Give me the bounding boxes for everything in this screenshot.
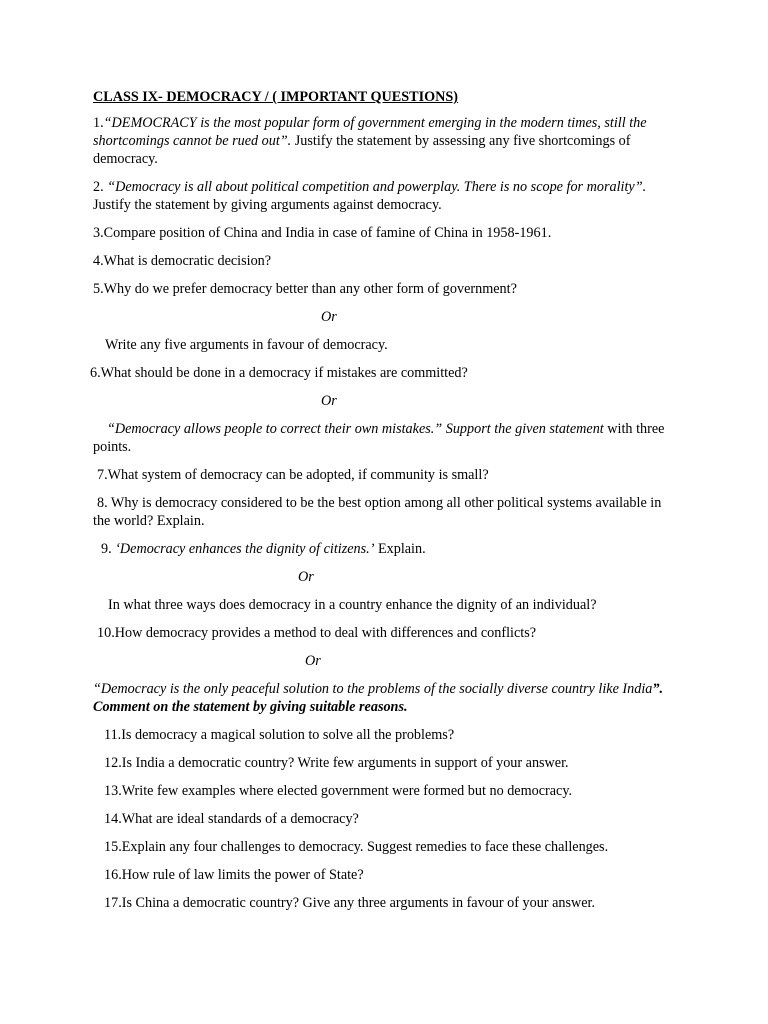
question-quote: “Democracy is all about political competition and powerplay. There is no scope for morality”.: [107, 179, 647, 195]
or-separator: Or: [298, 569, 314, 585]
question-11: 11.Is democracy a magical solution to solve all the problems?: [104, 727, 455, 743]
document-title: CLASS IX- DEMOCRACY / ( IMPORTANT QUESTIONS): [93, 89, 458, 105]
question-2: [93, 178, 675, 214]
question-text: Justify the statement by assessing any five shortcomings of democracy.: [93, 133, 631, 167]
question-10-alternative: [93, 680, 675, 716]
question-6-alternative: [93, 420, 675, 456]
question-number: 9.: [101, 541, 116, 557]
document-body: [90, 88, 675, 922]
question-quote: “Democracy allows people to correct their own mistakes.” Support the given statement: [107, 421, 604, 437]
question-14: 14.What are ideal standards of a democracy?: [104, 811, 359, 827]
question-10: 10.How democracy provides a method to deal with differences and conflicts?: [97, 625, 537, 641]
question-4: 4.What is democratic decision?: [93, 253, 272, 269]
question-9-alternative: In what three ways does democracy in a country enhance the dignity of an individual?: [108, 597, 597, 613]
or-separator: Or: [321, 309, 337, 325]
question-number: 2.: [93, 179, 108, 195]
question-13: 13.Write few examples where elected government were formed but no democracy.: [104, 783, 573, 799]
question-8: 8. Why is democracy considered to be the best option among all other political systems available in the world? Explain.: [93, 495, 662, 529]
question-number: 1.: [93, 115, 104, 131]
question-12: 12.Is India a democratic country? Write few arguments in support of your answer.: [104, 755, 569, 771]
question-16: 16.How rule of law limits the power of State?: [104, 867, 364, 883]
or-separator: Or: [321, 393, 337, 409]
question-6: 6.What should be done in a democracy if mistakes are committed?: [90, 365, 468, 381]
question-17: 17.Is China a democratic country? Give any three arguments in favour of your answer.: [104, 895, 596, 911]
question-15: 15.Explain any four challenges to democracy. Suggest remedies to face these challenges.: [104, 839, 609, 855]
question-quote: “Democracy is the only peaceful solution to the problems of the socially diverse country like India: [93, 681, 653, 697]
question-quote: ‘Democracy enhances the dignity of citizens.’: [115, 541, 375, 557]
question-text: with three points.: [93, 421, 665, 455]
question-5-alternative: Write any five arguments in favour of democracy.: [105, 337, 388, 353]
or-separator: Or: [305, 653, 321, 669]
question-9: [93, 540, 675, 558]
question-quote: “DEMOCRACY is the most popular form of government emerging in the modern times, still the shortcomings cannot be rued out”.: [93, 115, 647, 149]
question-instruction: ”. Comment on the statement by giving suitable reasons.: [93, 681, 664, 715]
question-1: [93, 114, 675, 168]
question-7: 7.What system of democracy can be adopted, if community is small?: [97, 467, 489, 483]
question-text: Explain.: [374, 541, 426, 557]
question-3: 3.Compare position of China and India in case of famine of China in 1958-1961.: [93, 225, 552, 241]
question-5: 5.Why do we prefer democracy better than any other form of government?: [93, 281, 517, 297]
question-text: Justify the statement by giving arguments against democracy.: [93, 197, 442, 213]
